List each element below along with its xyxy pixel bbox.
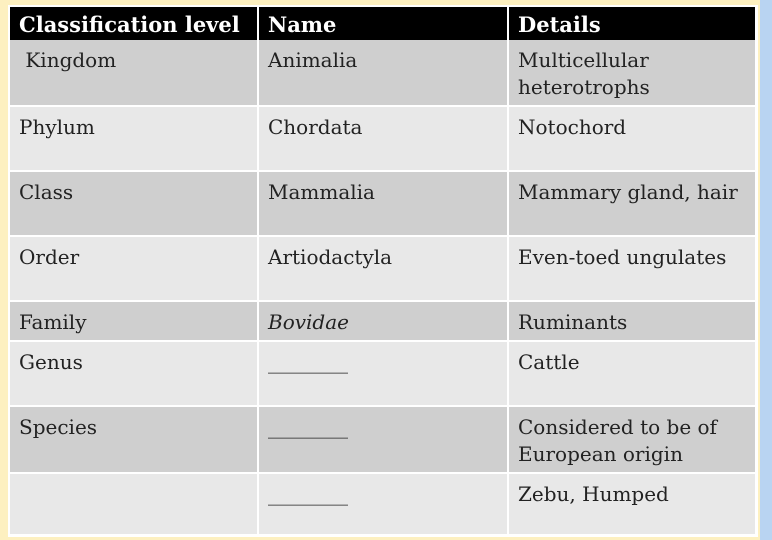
table-row (10, 406, 755, 473)
cell-details: Zebu, Humped (508, 473, 755, 535)
cell-name: Bovidae (258, 301, 508, 341)
table-row (10, 40, 755, 106)
classification-table (10, 7, 755, 536)
cell-details: Cattle (508, 341, 755, 406)
header-row (10, 7, 755, 40)
cell-level (10, 473, 258, 535)
cell-name: ________ (258, 406, 508, 473)
header-details: Details (508, 7, 755, 40)
cell-name: Mammalia (258, 171, 508, 236)
table-frame (8, 5, 758, 537)
cell-name: Animalia (258, 40, 508, 106)
cell-details: Ruminants (508, 301, 755, 341)
cell-level: Family (10, 301, 258, 341)
cell-details: Considered to be of European origin (508, 406, 755, 473)
table-row (10, 301, 755, 341)
table-row (10, 341, 755, 406)
cell-name: ________ (258, 473, 508, 535)
table-row (10, 236, 755, 301)
cell-details: Multicellular heterotrophs (508, 40, 755, 106)
cell-details: Even-toed ungulates (508, 236, 755, 301)
table-row (10, 473, 755, 535)
cell-level: Genus (10, 341, 258, 406)
cell-level: Class (10, 171, 258, 236)
cell-level: Species (10, 406, 258, 473)
cell-level: Kingdom (10, 40, 258, 106)
cell-name: Chordata (258, 106, 508, 171)
table-row (10, 106, 755, 171)
side-strip (760, 0, 772, 540)
cell-name: Artiodactyla (258, 236, 508, 301)
cell-details: Notochord (508, 106, 755, 171)
header-name: Name (258, 7, 508, 40)
cell-level: Order (10, 236, 258, 301)
cell-name: ________ (258, 341, 508, 406)
cell-level: Phylum (10, 106, 258, 171)
header-classification-level: Classification level (10, 7, 258, 40)
table-row (10, 171, 755, 236)
cell-details: Mammary gland, hair (508, 171, 755, 236)
